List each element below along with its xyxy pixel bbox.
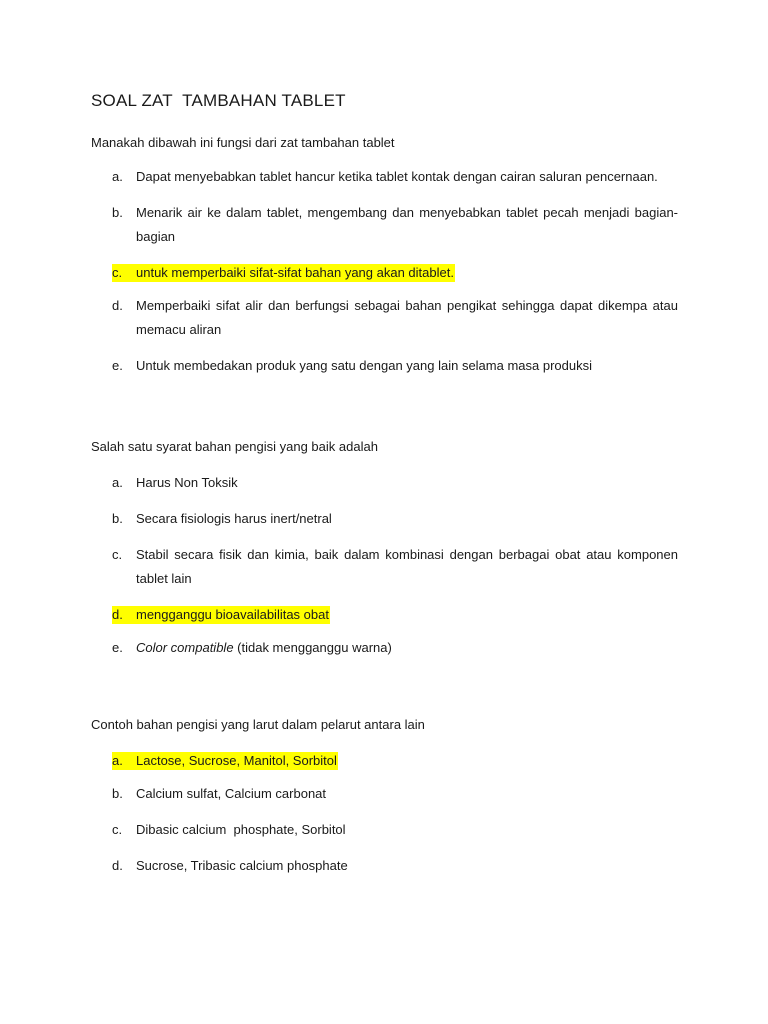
highlight-mark bbox=[112, 264, 455, 282]
option-letter: a. bbox=[112, 475, 123, 490]
option-letter: b. bbox=[112, 786, 123, 801]
option-text: untuk memperbaiki sifat-sifat bahan yang akan ditablet. bbox=[136, 265, 454, 280]
list-item-highlighted bbox=[112, 261, 678, 282]
list-item bbox=[112, 471, 678, 495]
highlight-mark bbox=[112, 752, 338, 770]
list-item bbox=[112, 165, 678, 189]
list-item bbox=[112, 354, 678, 378]
option-text-rest: (tidak mengganggu warna) bbox=[233, 640, 392, 655]
option-letter: c. bbox=[112, 547, 123, 562]
option-letter: a. bbox=[112, 169, 123, 184]
option-letter: b. bbox=[112, 511, 123, 526]
list-item bbox=[112, 507, 678, 531]
highlight-mark bbox=[112, 606, 330, 624]
option-letter: e. bbox=[112, 640, 123, 655]
option-letter: d. bbox=[112, 607, 123, 622]
list-item bbox=[112, 201, 678, 249]
list-item bbox=[112, 818, 678, 842]
question-3-prompt: Contoh bahan pengisi yang larut dalam pelarut antara lain bbox=[91, 717, 425, 732]
option-text bbox=[136, 636, 678, 660]
list-item-highlighted bbox=[112, 749, 678, 770]
option-letter: a. bbox=[112, 753, 123, 768]
option-text: Memperbaiki sifat alir dan berfungsi sebagai bahan pengikat sehingga dapat dikempa atau memacu aliran bbox=[136, 298, 682, 337]
option-letter: d. bbox=[112, 858, 123, 873]
option-text: Secara fisiologis harus inert/netral bbox=[136, 511, 332, 526]
option-text: Menarik air ke dalam tablet, mengembang dan menyebabkan tablet pecah menjadi bagian-bagian bbox=[136, 205, 678, 244]
option-letter: d. bbox=[112, 298, 123, 313]
question-2-prompt: Salah satu syarat bahan pengisi yang baik adalah bbox=[91, 439, 378, 454]
option-text: Sucrose, Tribasic calcium phosphate bbox=[136, 858, 348, 873]
option-text-italic: Color compatible bbox=[136, 640, 234, 655]
list-item bbox=[112, 543, 682, 591]
option-text: mengganggu bioavailabilitas obat bbox=[136, 607, 329, 622]
option-text: Harus Non Toksik bbox=[136, 475, 238, 490]
list-item bbox=[112, 294, 682, 342]
document-title: SOAL ZAT TAMBAHAN TABLET bbox=[91, 91, 346, 110]
list-item bbox=[112, 854, 678, 878]
option-text: Untuk membedakan produk yang satu dengan yang lain selama masa produksi bbox=[136, 358, 592, 373]
question-2-options bbox=[112, 471, 682, 660]
list-item bbox=[112, 782, 678, 806]
option-text: Stabil secara fisik dan kimia, baik dalam kombinasi dengan berbagai obat atau komponen tablet lain bbox=[136, 547, 682, 586]
option-text: Calcium sulfat, Calcium carbonat bbox=[136, 786, 327, 801]
option-text: Lactose, Sucrose, Manitol, Sorbitol bbox=[136, 753, 337, 768]
option-letter: c. bbox=[112, 265, 123, 280]
option-letter: c. bbox=[112, 822, 123, 837]
option-text: Dapat menyebabkan tablet hancur ketika tablet kontak dengan cairan saluran pencernaan. bbox=[136, 169, 658, 184]
question-1-options bbox=[112, 165, 682, 378]
question-3-options bbox=[112, 749, 678, 878]
list-item bbox=[112, 636, 678, 660]
list-item-highlighted bbox=[112, 603, 678, 624]
question-1-prompt: Manakah dibawah ini fungsi dari zat tambahan tablet bbox=[91, 135, 395, 150]
option-letter: e. bbox=[112, 358, 123, 373]
option-text: Dibasic calcium phosphate, Sorbitol bbox=[136, 822, 346, 837]
option-letter: b. bbox=[112, 205, 123, 220]
